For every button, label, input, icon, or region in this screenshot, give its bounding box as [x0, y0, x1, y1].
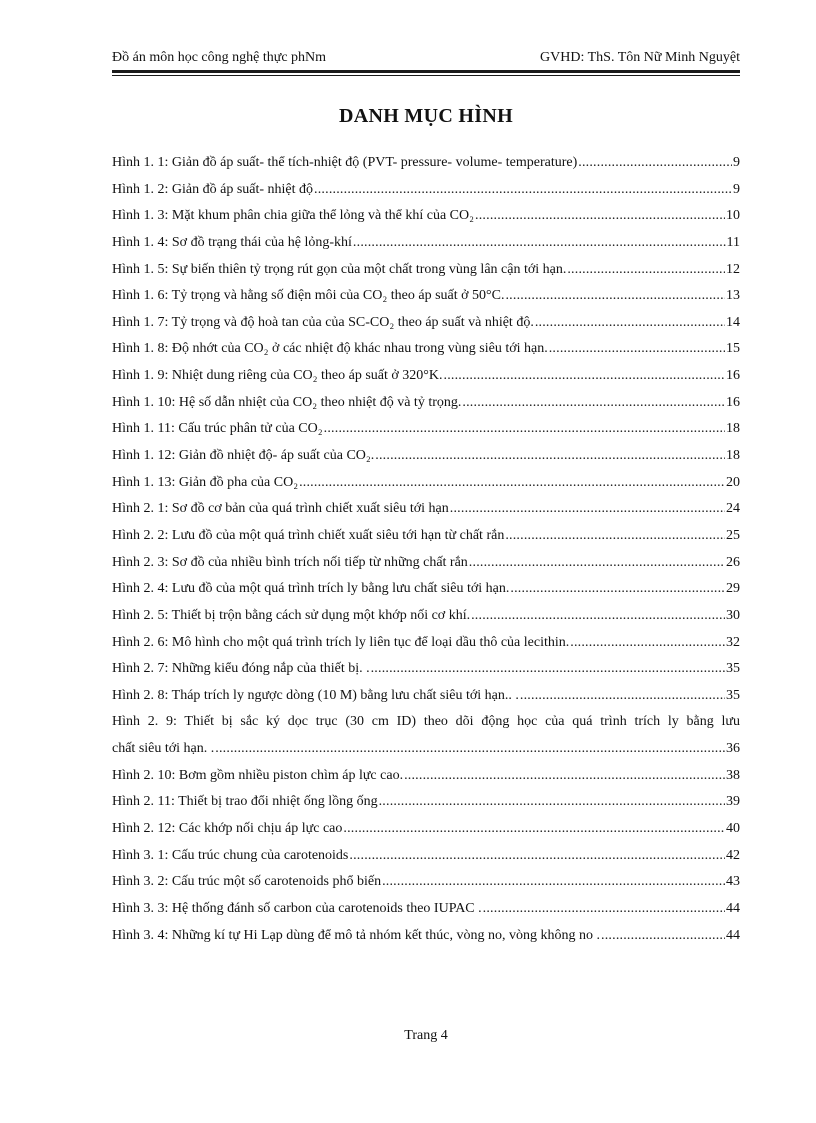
- dot-leader: [469, 550, 725, 577]
- figure-entry[interactable]: [112, 896, 740, 923]
- figure-entry-page: 15: [726, 341, 740, 357]
- header-course-title: Đồ án môn học công nghệ thực phNm: [112, 50, 327, 65]
- dot-leader: [570, 630, 725, 657]
- dot-leader: [371, 656, 725, 683]
- dot-leader: [382, 869, 725, 896]
- dot-leader: [578, 150, 732, 177]
- figure-entry-text: Hình 2. 5: Thiết bị trộn bằng cách sử dụng một khớp nối cơ khí.: [112, 607, 471, 623]
- figure-entry-page: 36: [726, 741, 740, 757]
- figure-entry-page: 10: [726, 208, 740, 224]
- figure-entry-text: Hình 1. 3: Mặt khum phân chia giữa thể lỏng và thể khí của CO₂: [112, 208, 475, 224]
- dot-leader: [475, 203, 725, 230]
- header-supervisor: GVHD: ThS. Tôn Nữ Minh Nguyệt: [540, 50, 740, 65]
- figure-entry-page: 38: [726, 767, 740, 783]
- figure-entry[interactable]: [112, 230, 740, 257]
- figure-entry-page: 16: [726, 368, 740, 384]
- figure-entry-text: Hình 1. 5: Sự biến thiên tỷ trọng rút gọn của một chất trong vùng lân cận tới hạn.: [112, 261, 567, 277]
- figure-entry[interactable]: [112, 576, 740, 603]
- figure-entry[interactable]: [112, 496, 740, 523]
- dot-leader: [567, 257, 725, 284]
- figure-entry[interactable]: [112, 523, 740, 550]
- figure-entry-text: Hình 1. 11: Cấu trúc phân tử của CO₂: [112, 421, 323, 437]
- figure-entry-page: 44: [726, 927, 740, 943]
- page-number: Trang 4: [404, 1028, 448, 1043]
- dot-leader: [483, 896, 725, 923]
- figure-entry[interactable]: [112, 923, 740, 950]
- dot-leader: [505, 283, 725, 310]
- figure-entry[interactable]: [112, 736, 740, 763]
- figure-entry-page: 40: [726, 821, 740, 837]
- figure-entry-text: Hình 2. 8: Tháp trích ly ngược dòng (10 M) bằng lưu chất siêu tới hạn.. .: [112, 687, 519, 703]
- figure-entry-text: Hình 2. 9: Thiết bị sắc ký dọc trục (30 cm ID) theo dõi động học của quá trình trích ly bằng lưu: [112, 714, 740, 730]
- figure-entry[interactable]: [112, 310, 740, 337]
- figure-entry-page: 35: [726, 687, 740, 703]
- figure-entry[interactable]: [112, 763, 740, 790]
- dot-leader: [404, 763, 725, 790]
- figure-entry[interactable]: [112, 150, 740, 177]
- figure-entry-page: 9: [733, 155, 740, 170]
- figure-entry-text: Hình 3. 2: Cấu trúc một số carotenoids phổ biến: [112, 874, 382, 890]
- figure-entry-text: Hình 1. 1: Giản đồ áp suất- thể tích-nhiệt độ (PVT- pressure- volume- temperature): [112, 155, 578, 170]
- figure-entry-text: Hình 1. 2: Giản đồ áp suất- nhiệt độ: [112, 181, 314, 197]
- figure-entry-text: Hình 1. 10: Hệ số dẫn nhiệt của CO₂ theo nhiệt độ và tỷ trọng.: [112, 394, 462, 410]
- figure-entry-page: 9: [733, 181, 740, 197]
- dot-leader: [549, 336, 725, 363]
- figure-entry[interactable]: [112, 550, 740, 577]
- dot-leader: [471, 603, 725, 630]
- figure-entry-text: Hình 2. 11: Thiết bị trao đổi nhiệt ống lồng ống: [112, 794, 378, 810]
- page-header: [112, 50, 740, 70]
- figure-entry-page: 44: [726, 900, 740, 916]
- figure-entry-text: Hình 2. 3: Sơ đồ của nhiều bình trích nối tiếp từ những chất rắn: [112, 554, 468, 570]
- dot-leader: [379, 789, 725, 816]
- dot-leader: [505, 523, 725, 550]
- header-rule-thick: [112, 70, 740, 73]
- dot-leader: [314, 177, 732, 204]
- figure-entry-page: 30: [726, 607, 740, 623]
- header-rule-thin: [112, 75, 740, 76]
- figure-list: [112, 150, 740, 949]
- figure-entry-page: 18: [726, 448, 740, 464]
- figure-entry[interactable]: [112, 816, 740, 843]
- figure-entry[interactable]: [112, 363, 740, 390]
- figure-entry[interactable]: [112, 709, 740, 736]
- dot-leader: [444, 363, 726, 390]
- dot-leader: [535, 310, 725, 337]
- figure-entry-text: Hình 1. 4: Sơ đồ trạng thái của hệ lỏng-khí: [112, 234, 352, 250]
- figure-entry[interactable]: [112, 203, 740, 230]
- figure-entry-text: Hình 1. 9: Nhiệt dung riêng của CO₂ theo áp suất ở 320°K.: [112, 368, 443, 384]
- figure-entry-page: 35: [726, 661, 740, 677]
- figure-entry[interactable]: [112, 283, 740, 310]
- figure-entry[interactable]: [112, 843, 740, 870]
- figure-entry-page: 25: [726, 527, 740, 543]
- figure-entry-page: 11: [726, 234, 740, 250]
- figure-entry[interactable]: [112, 336, 740, 363]
- figure-entry-text: chất siêu tới hạn. .: [112, 741, 215, 757]
- dot-leader: [450, 496, 725, 523]
- figure-entry-page: 20: [726, 474, 740, 490]
- dot-leader: [324, 416, 725, 443]
- figure-entry-text: Hình 2. 4: Lưu đồ của một quá trình trích ly bằng lưu chất siêu tới hạn.: [112, 581, 510, 597]
- dot-leader: [349, 843, 725, 870]
- figure-entry-text: Hình 3. 3: Hệ thống đánh số carbon của carotenoids theo IUPAC .: [112, 900, 482, 916]
- dot-leader: [343, 816, 725, 843]
- figure-entry[interactable]: [112, 390, 740, 417]
- figure-entry-text: Hình 2. 7: Những kiểu đóng nắp của thiết bị. .: [112, 661, 370, 677]
- figure-entry-page: 43: [726, 874, 740, 890]
- figure-entry-page: 14: [726, 314, 740, 330]
- figure-entry-text: Hình 1. 13: Giản đồ pha của CO₂: [112, 474, 299, 490]
- figure-entry[interactable]: [112, 789, 740, 816]
- figure-entry-page: 16: [726, 394, 740, 410]
- figure-entry[interactable]: [112, 257, 740, 284]
- figure-entry[interactable]: [112, 177, 740, 204]
- figure-entry-text: Hình 1. 6: Tỷ trọng và hằng số điện môi của CO₂ theo áp suất ở 50°C.: [112, 288, 505, 304]
- figure-entry-text: Hình 2. 10: Bơm gồm nhiều piston chìm áp lực cao.: [112, 767, 404, 783]
- figure-entry-text: Hình 3. 4: Những kí tự Hi Lạp dùng để mô tả nhóm kết thúc, vòng no, vòng không no .: [112, 927, 601, 943]
- figure-entry-page: 12: [726, 261, 740, 277]
- figure-entry-text: Hình 1. 12: Giản đồ nhiệt độ- áp suất của CO₂.: [112, 448, 375, 464]
- figure-entry[interactable]: [112, 470, 740, 497]
- figure-entry[interactable]: [112, 443, 740, 470]
- dot-leader: [375, 443, 725, 470]
- dot-leader: [510, 576, 725, 603]
- figure-entry-text: Hình 1. 7: Tỷ trọng và độ hoà tan của của SC-CO₂ theo áp suất và nhiệt độ.: [112, 314, 534, 330]
- dot-leader: [299, 470, 725, 497]
- figure-entry-page: 24: [726, 501, 740, 517]
- figure-entry[interactable]: [112, 603, 740, 630]
- figure-entry-text: Hình 2. 1: Sơ đồ cơ bản của quá trình chiết xuất siêu tới hạn: [112, 501, 449, 517]
- figure-entry[interactable]: [112, 869, 740, 896]
- figure-entry-text: Hình 2. 2: Lưu đồ của một quá trình chiết xuất siêu tới hạn từ chất rắn: [112, 527, 505, 543]
- figure-entry-page: 18: [726, 421, 740, 437]
- dot-leader: [215, 736, 725, 763]
- figure-entry-page: 42: [726, 847, 740, 863]
- figure-entry-text: Hình 2. 12: Các khớp nối chịu áp lực cao: [112, 821, 343, 837]
- figure-entry[interactable]: [112, 416, 740, 443]
- dot-leader: [601, 923, 725, 950]
- figure-entry[interactable]: [112, 683, 740, 710]
- figure-entry-page: 26: [726, 554, 740, 570]
- figure-entry-text: Hình 3. 1: Cấu trúc chung của carotenoids: [112, 847, 349, 863]
- dot-leader: [353, 230, 726, 257]
- figure-entry-page: 39: [726, 794, 740, 810]
- figure-entry[interactable]: [112, 656, 740, 683]
- figure-entry[interactable]: [112, 630, 740, 657]
- dot-leader: [462, 390, 725, 417]
- figure-entry-text: Hình 2. 6: Mô hình cho một quá trình trích ly liên tục để loại dầu thô của lecithin.: [112, 634, 570, 650]
- dot-leader: [520, 683, 725, 710]
- figure-entry-text: Hình 1. 8: Độ nhớt của CO₂ ở các nhiệt độ khác nhau trong vùng siêu tới hạn.: [112, 341, 548, 357]
- page-title: DANH MỤC HÌNH: [339, 105, 513, 127]
- figure-entry-page: 13: [726, 288, 740, 304]
- figure-entry-page: 29: [726, 581, 740, 597]
- figure-entry-page: 32: [726, 634, 740, 650]
